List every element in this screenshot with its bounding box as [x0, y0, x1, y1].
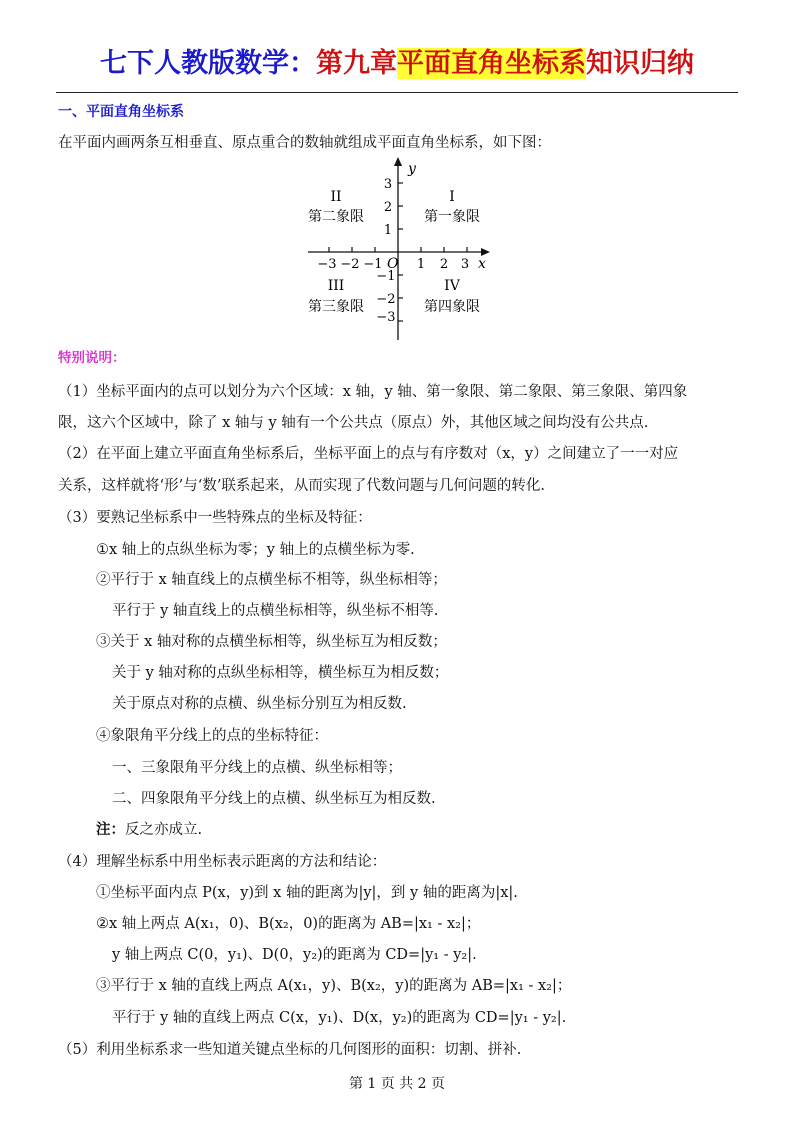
page-footer: 第 1 页 共 2 页 — [348, 1076, 446, 1092]
title-part-blue: 七下人教版数学： — [100, 48, 316, 79]
quadrant-name: 第一象限 — [424, 209, 480, 225]
title-divider — [56, 92, 738, 93]
item-4-2b: y 轴上两点 C(0，y₁)、D(0，y₂)的距离为 CD=|y₁ - y₂|. — [112, 947, 477, 963]
page-title — [0, 44, 794, 84]
paragraph-1a: （1）坐标平面内的点可以划分为六个区域：x 轴，y 轴、第一象限、第二象限、第三象限、第四象 — [58, 384, 688, 400]
item-4-1: ①坐标平面内点 P(x，y)到 x 轴的距离为|y|，到 y 轴的距离为|x|. — [96, 885, 518, 901]
item-4-3a: ③平行于 x 轴的直线上两点 A(x₁，y)、B(x₂，y)的距离为 AB=|x₁ - x₂|； — [96, 978, 572, 994]
x-tick-label: 2 — [439, 257, 449, 272]
intro-paragraph: 在平面内画两条互相垂直、原点重合的数轴就组成平面直角坐标系，如下图： — [58, 135, 551, 151]
section-heading: 一、平面直角坐标系 — [58, 104, 184, 120]
note-text: 反之亦成立. — [125, 822, 203, 838]
item-3-4a: 一、三象限角平分线上的点横、纵坐标相等； — [112, 760, 402, 776]
quadrant-name: 第二象限 — [308, 209, 364, 225]
quadrant-name: 第四象限 — [424, 299, 480, 315]
coordinate-figure — [300, 155, 490, 345]
item-3-2b: 平行于 y 轴直线上的点横坐标相等，纵坐标不相等. — [112, 603, 439, 619]
y-tick-label: 2 — [383, 200, 393, 215]
paragraph-5: （5）利用坐标系求一些知道关键点坐标的几何图形的面积：切割、拼补. — [58, 1042, 522, 1058]
item-3-4b: 二、四象限角平分线上的点横、纵坐标互为相反数. — [112, 791, 436, 807]
y-tick-label: −2 — [376, 292, 396, 307]
item-3-2a: ②平行于 x 轴直线上的点横坐标不相等，纵坐标相等； — [96, 572, 447, 588]
title-part-highlight: 平面直角坐标系 — [397, 48, 586, 79]
quadrant-numeral: III — [327, 278, 345, 294]
quadrant-numeral: IV — [444, 278, 460, 294]
origin-label: O — [387, 256, 399, 272]
quadrant-numeral: I — [449, 189, 455, 205]
item-4-3b: 平行于 y 轴的直线上两点 C(x，y₁)、D(x，y₂)的距离为 CD=|y₁ - y₂|. — [112, 1010, 567, 1026]
x-tick-label: 3 — [460, 257, 470, 272]
paragraph-2b: 关系，这样就将‘形’与‘数’联系起来，从而实现了代数问题与几何问题的转化. — [58, 478, 546, 494]
x-tick-label: −1 — [363, 257, 383, 272]
quadrant-name: 第三象限 — [308, 299, 364, 315]
item-3-1: ①x 轴上的点纵坐标为零；y 轴上的点横坐标为零. — [96, 542, 415, 558]
x-tick-label: −2 — [340, 257, 360, 272]
paragraph-3: （3）要熟记坐标系中一些特殊点的坐标及特征： — [58, 510, 372, 526]
y-tick-label: −1 — [376, 269, 396, 284]
y-tick-label: 3 — [383, 177, 393, 192]
x-axis-arrow — [481, 248, 490, 256]
notes-heading: 特别说明： — [58, 350, 126, 366]
x-tick-label: −3 — [317, 257, 337, 272]
note-label: 注： — [96, 821, 125, 838]
x-axis-label: x — [478, 256, 486, 272]
item-3-3b: 关于 y 轴对称的点纵坐标相等，横坐标互为相反数； — [112, 665, 449, 681]
paragraph-2a: （2）在平面上建立平面直角坐标系后，坐标平面上的点与有序数对（x，y）之间建立了一一对应 — [58, 446, 679, 462]
title-part-end: 知识归纳 — [586, 48, 694, 79]
paragraph-4: （4）理解坐标系中用坐标表示距离的方法和结论： — [58, 854, 387, 870]
y-tick-label: −3 — [376, 310, 396, 325]
title-part-chapter: 第九章 — [316, 48, 397, 79]
item-3-3a: ③关于 x 轴对称的点横坐标相等，纵坐标互为相反数； — [96, 634, 447, 650]
y-axis-arrow — [394, 157, 402, 166]
quadrant-numeral: II — [330, 189, 342, 205]
item-3-3c: 关于原点对称的点横、纵坐标分别互为相反数. — [112, 696, 407, 712]
y-axis-label: y — [408, 161, 416, 177]
y-tick-label: 1 — [383, 223, 393, 238]
item-4-2a: ②x 轴上两点 A(x₁，0)、B(x₂，0)的距离为 AB=|x₁ - x₂|； — [96, 916, 481, 932]
paragraph-1b: 限，这六个区域中，除了 x 轴与 y 轴有一个公共点（原点）外，其他区域之间均没有公共点. — [58, 415, 649, 431]
item-3-4: ④象限角平分线上的点的坐标特征： — [96, 728, 328, 744]
x-tick-label: 1 — [416, 257, 426, 272]
note-line — [96, 820, 202, 840]
